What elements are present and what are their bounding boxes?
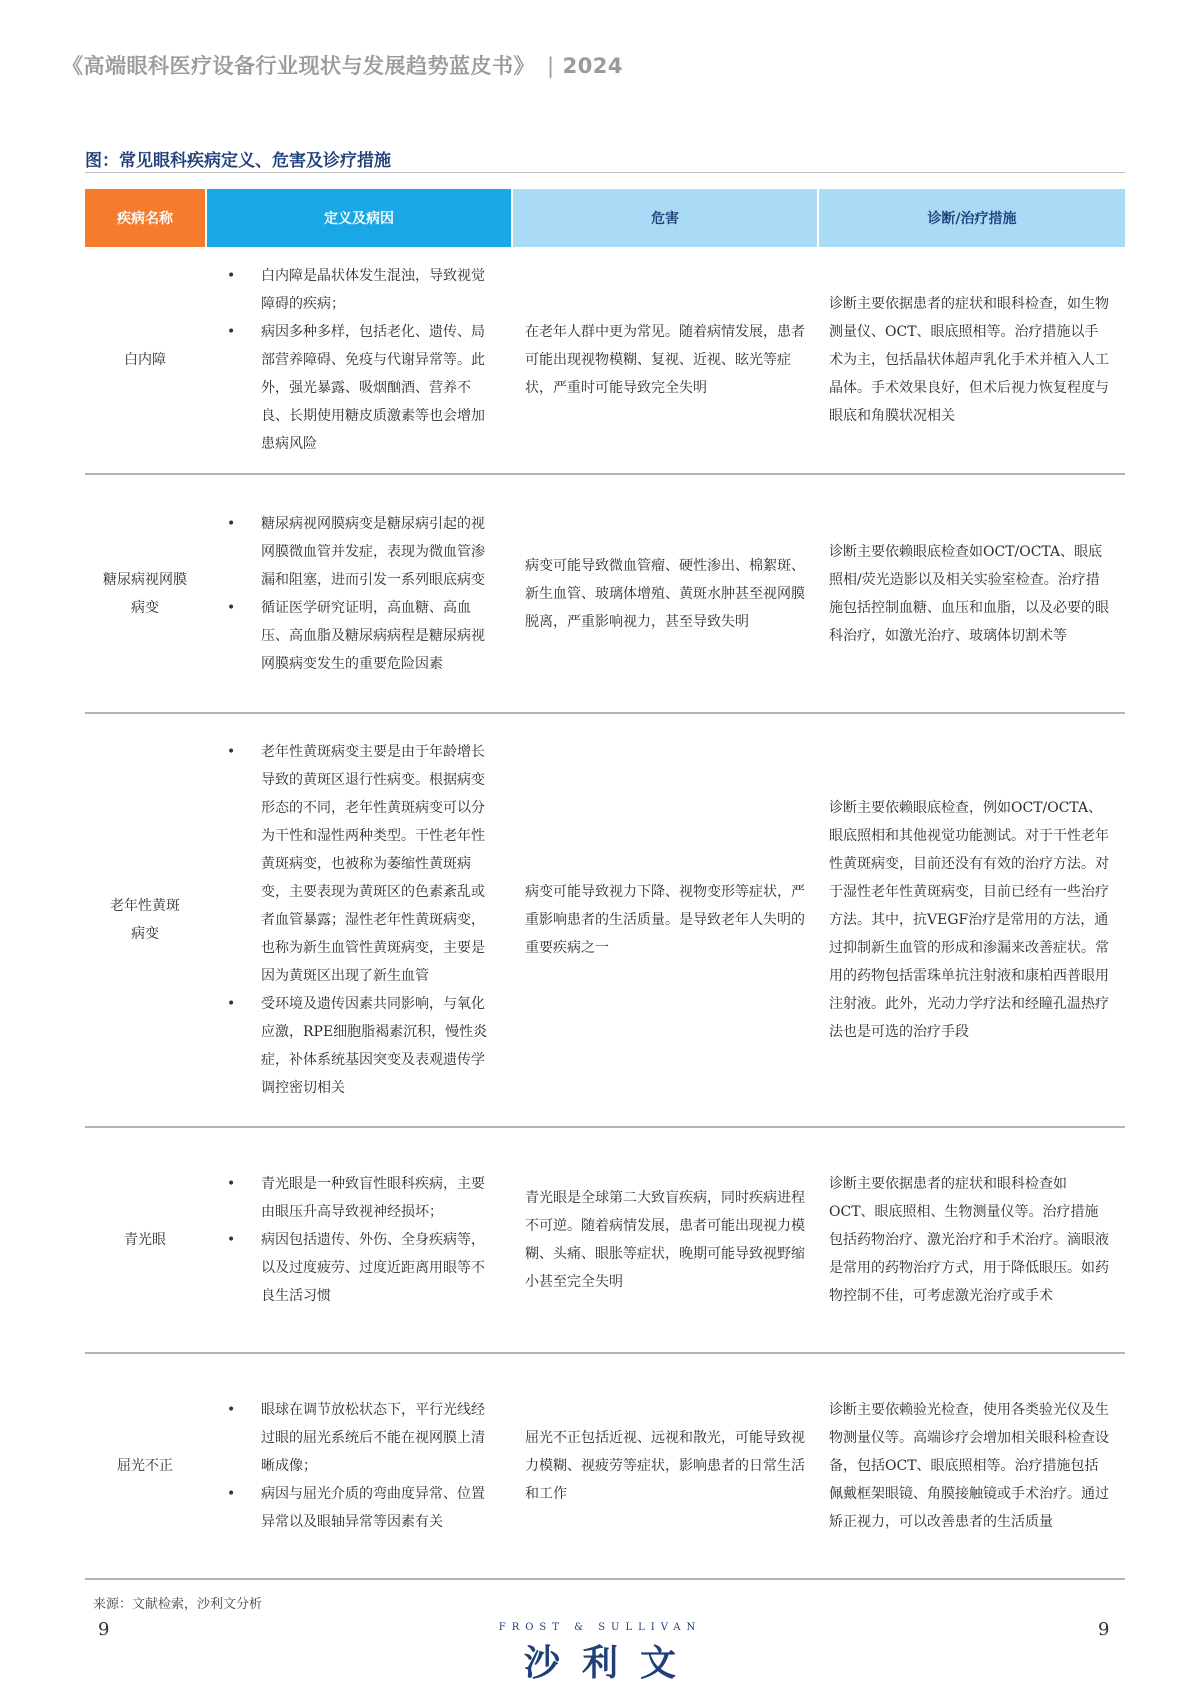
definition-cell	[205, 1128, 509, 1352]
table-header	[85, 189, 1125, 247]
table-row	[85, 247, 1125, 475]
table-row	[85, 1354, 1125, 1580]
page-number-right: 9	[1098, 1619, 1110, 1640]
table-row	[85, 475, 1125, 714]
definition-item: • 病因与屈光介质的弯曲度异常、位置异常以及眼轴异常等因素有关	[225, 1480, 495, 1536]
disease-name: 屈光不正	[117, 1458, 173, 1474]
definition-item: • 白内障是晶状体发生混浊，导致视觉障碍的疾病；	[225, 262, 495, 318]
disease-name-cell	[85, 1128, 205, 1352]
definition-item: • 病因多种多样，包括老化、遗传、局部营养障碍、免疫与代谢异常等。此外，强光暴露、吸烟酗酒、营养不良、长期使用糖皮质激素等也会增加患病风险	[225, 318, 495, 458]
definition-item: • 受环境及遗传因素共同影响，与氧化应激，RPE细胞脂褐素沉积，慢性炎症，补体系统基因突变及表观遗传学调控密切相关	[225, 990, 495, 1102]
treatment-cell: 诊断主要依据患者的症状和眼科检查如OCT、眼底照相、生物测量仪等。治疗措施包括药物治疗、激光治疗和手术治疗。滴眼液是常用的药物治疗方式，用于降低眼压。如药物控制不佳，可考虑激光治疗或手术	[829, 1176, 1109, 1304]
definition-item: • 青光眼是一种致盲性眼科疾病，主要由眼压升高导致视神经损坏；	[225, 1170, 495, 1226]
report-title: 《高端眼科医疗设备行业现状与发展趋势蓝皮书》	[62, 54, 535, 78]
treatment-cell: 诊断主要依赖眼底检查，例如OCT/OCTA、眼底照相和其他视觉功能测试。对于干性老年性黄斑病变，目前还没有有效的治疗方法。对于湿性老年性黄斑病变，目前已经有一些治疗方法。其中，抗VEGF治疗是常用的方法，通过抑制新生血管的形成和渗漏来改善症状。常用的药物包括雷珠单抗注射液和康柏西普眼用注射液。此外，光动力学疗法和经瞳孔温热疗法也是可选的治疗手段	[829, 800, 1109, 1040]
definition-item: • 病因包括遗传、外伤、全身疾病等，以及过度疲劳、过度近距离用眼等不良生活习惯	[225, 1226, 495, 1310]
table-row	[85, 714, 1125, 1128]
disease-name-cell	[85, 1354, 205, 1578]
page-header	[62, 50, 623, 80]
definition-item: • 循证医学研究证明，高血糖、高血压、高血脂及糖尿病病程是糖尿病视网膜病变发生的重要危险因素	[225, 594, 495, 678]
column-header-harm: 危害	[513, 189, 817, 247]
column-header-disease: 疾病名称	[85, 189, 205, 247]
page-number-left: 9	[98, 1619, 110, 1640]
disease-name-cell	[85, 247, 205, 473]
treatment-cell: 诊断主要依赖验光检查，使用各类验光仪及生物测量仪等。高端诊疗会增加相关眼科检查设备，包括OCT、眼底照相等。治疗措施包括佩戴框架眼镜、角膜接触镜或手术治疗。通过矫正视力，可以改善患者的生活质量	[829, 1402, 1109, 1530]
disease-name: 糖尿病视网膜病变	[103, 571, 187, 616]
frost-sullivan-logo	[485, 1622, 715, 1686]
disease-name: 老年性黄斑病变	[110, 898, 180, 942]
definition-list	[225, 510, 495, 678]
source-note: 来源：文献检索，沙利文分析	[93, 1597, 263, 1612]
definition-cell	[205, 1354, 509, 1578]
disease-table	[85, 189, 1125, 1580]
definition-cell	[205, 714, 509, 1126]
harm-cell: 青光眼是全球第二大致盲疾病，同时疾病进程不可逆。随着病情发展，患者可能出现视力模糊、头痛、眼胀等症状，晚期可能导致视野缩小甚至完全失明	[525, 1190, 805, 1290]
definition-list	[225, 262, 495, 458]
logo-english: FROST & SULLIVAN	[498, 1622, 702, 1633]
harm-cell: 在老年人群中更为常见。随着病情发展，患者可能出现视物模糊、复视、近视、眩光等症状，严重时可能导致完全失明	[525, 324, 805, 396]
column-header-treatment: 诊断/治疗措施	[819, 189, 1125, 247]
definition-item: • 老年性黄斑病变主要是由于年龄增长导致的黄斑区退行性病变。根据病变形态的不同，老年性黄斑病变可以分为干性和湿性两种类型。干性老年性黄斑病变，也被称为萎缩性黄斑病变，主要表现为黄斑区的色素紊乱或者血管暴露；湿性老年性黄斑病变，也称为新生血管性黄斑病变，主要是因为黄斑区出现了新生血管	[225, 738, 495, 990]
treatment-cell: 诊断主要依据患者的症状和眼科检查，如生物测量仪、OCT、眼底照相等。治疗措施以手术为主，包括晶状体超声乳化手术并植入人工晶体。手术效果良好，但术后视力恢复程度与眼底和角膜状况相关	[829, 296, 1109, 424]
definition-item: • 眼球在调节放松状态下，平行光线经过眼的屈光系统后不能在视网膜上清晰成像；	[225, 1396, 495, 1480]
title-divider	[85, 172, 1125, 173]
disease-name: 青光眼	[124, 1232, 166, 1248]
logo-chinese: 沙利文	[523, 1643, 698, 1684]
harm-cell: 病变可能导致微血管瘤、硬性渗出、棉絮斑、新生血管、玻璃体增殖、黄斑水肿甚至视网膜脱离，严重影响视力，甚至导致失明	[525, 557, 805, 630]
definition-list	[225, 1170, 495, 1310]
definition-cell	[205, 247, 509, 473]
definition-cell	[205, 475, 509, 712]
column-header-definition: 定义及病因	[207, 189, 511, 247]
report-year: 2024	[562, 54, 624, 78]
table-row	[85, 1128, 1125, 1354]
header-separator: |	[547, 54, 555, 78]
definition-list	[225, 1396, 495, 1536]
definition-list	[225, 738, 495, 1102]
disease-name-cell	[85, 714, 205, 1126]
harm-cell: 病变可能导致视力下降、视物变形等症状，严重影响患者的生活质量。是导致老年人失明的重要疾病之一	[525, 884, 805, 956]
disease-name: 白内障	[124, 352, 166, 368]
figure-title: 图：常见眼科疾病定义、危害及诊疗措施	[85, 151, 391, 171]
disease-name-cell	[85, 475, 205, 712]
definition-item: • 糖尿病视网膜病变是糖尿病引起的视网膜微血管并发症，表现为微血管渗漏和阻塞，进而引发一系列眼底病变	[225, 510, 495, 594]
harm-cell: 屈光不正包括近视、远视和散光，可能导致视力模糊、视疲劳等症状，影响患者的日常生活和工作	[525, 1430, 805, 1502]
treatment-cell: 诊断主要依赖眼底检查如OCT/OCTA、眼底照相/荧光造影以及相关实验室检查。治疗措施包括控制血糖、血压和血脂，以及必要的眼科治疗，如激光治疗、玻璃体切割术等	[829, 543, 1109, 644]
